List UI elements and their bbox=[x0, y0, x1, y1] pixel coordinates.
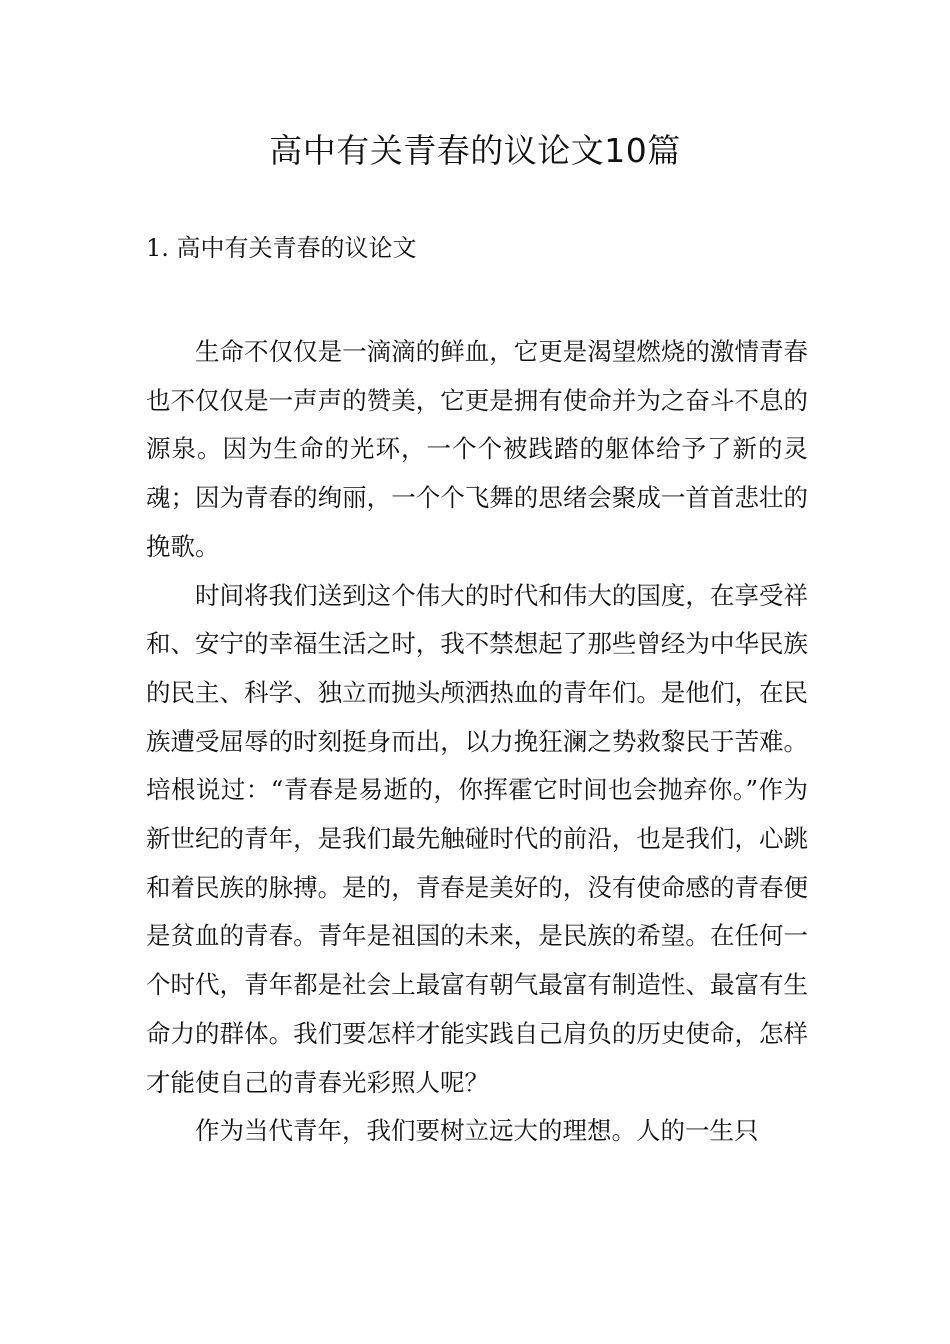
paragraph: 作为当代青年，我们要树立远大的理想。人的一生只 bbox=[195, 1116, 759, 1146]
paragraph: 时间将我们送到这个伟大的时代和伟大的国度，在享受祥和、安宁的幸福生活之时，我不禁想起了那些曾经为中华民族的民主、科学、独立而抛头颅洒热血的青年们。是他们，在民族遭受屈辱的时刻挺身而出，以力挽狂澜之势救黎民于苦难。培根说过：“青春是易逝的，你挥霍它时间也会抛弃你。”作为新世纪的青年，是我们最先触碰时代的前沿，也是我们，心跳和着民族的脉搏。是的，青春是美好的，没有使命感的青春便是贫血的青春。青年是祖国的未来，是民族的希望。在任何一个时代，青年都是社会上最富有朝气最富有制造性、最富有生命力的群体。我们要怎样才能实践自己肩负的历史使命，怎样才能使自己的青春光彩照人呢？ bbox=[146, 580, 808, 1097]
section-heading: 1. 高中有关青春的议论文 bbox=[146, 234, 417, 262]
paragraph: 生命不仅仅是一滴滴的鲜血，它更是渴望燃烧的激情青春也不仅仅是一声声的赞美，它更是拥有使命并为之奋斗不息的源泉。因为生命的光环，一个个被践踏的躯体给予了新的灵魂；因为青春的绚丽，一个个飞舞的思绪会聚成一首首悲壮的挽歌。 bbox=[146, 337, 808, 561]
document-body bbox=[146, 328, 808, 1156]
document-title: 高中有关青春的议论文10篇 bbox=[269, 131, 681, 170]
